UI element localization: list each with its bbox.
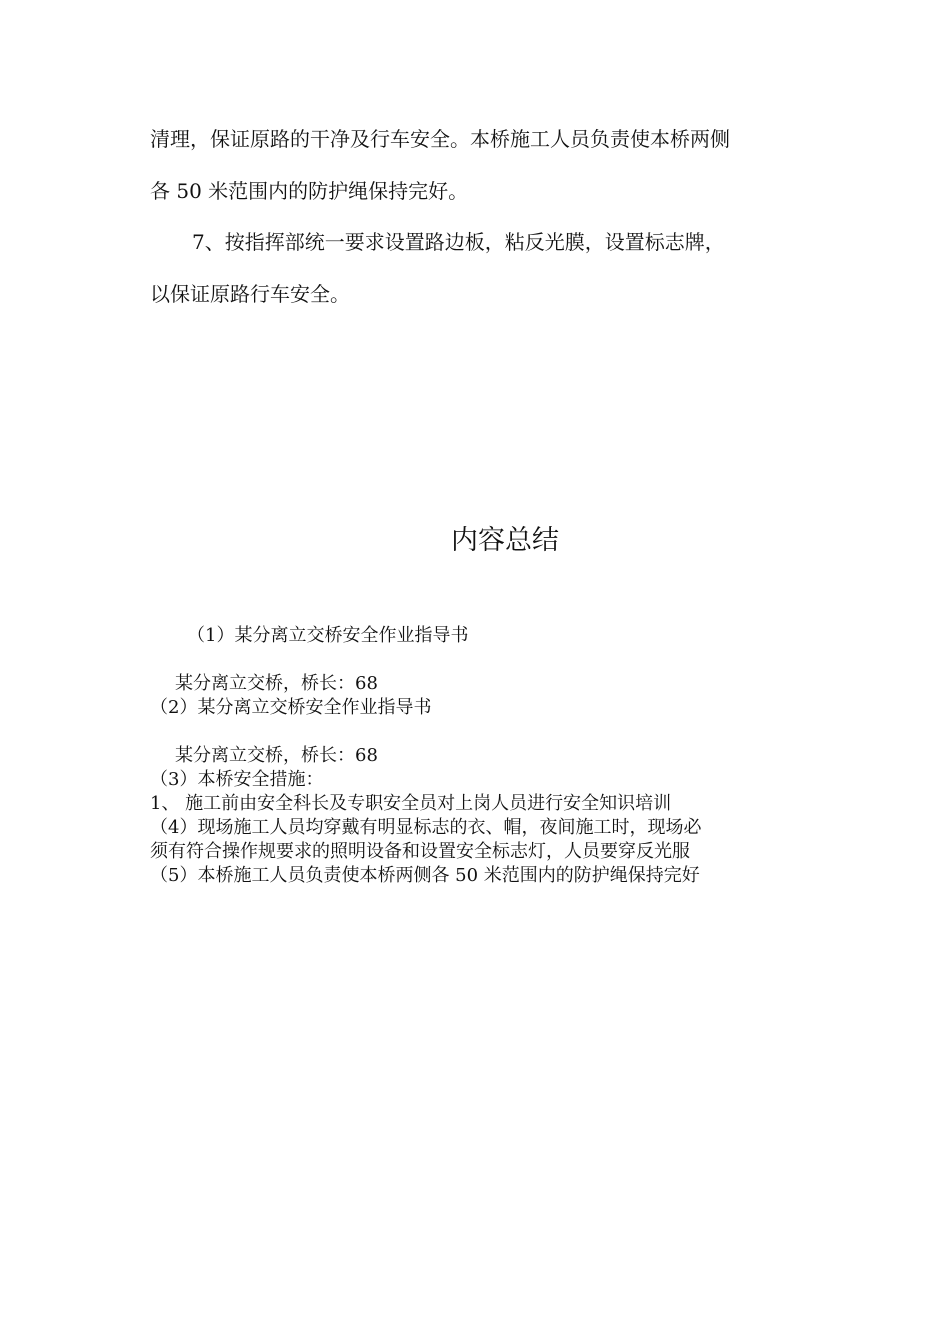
summary-item-3-detail: 1、 施工前由安全科长及专职安全员对上岗人员进行安全知识培训	[150, 793, 672, 814]
summary-item-1: （1）某分离立交桥安全作业指导书	[187, 625, 469, 646]
summary-item-2: （2）某分离立交桥安全作业指导书	[150, 697, 432, 718]
summary-item-1-detail: 某分离立交桥，桥长：68	[175, 673, 378, 694]
paragraph-7-line-2: 以保证原路行车安全。	[150, 282, 350, 306]
summary-item-4-line-1: （4）现场施工人员均穿戴有明显标志的衣、帽，夜间施工时，现场必	[150, 817, 702, 838]
paragraph-6-line-1: 清理，保证原路的干净及行车安全。本桥施工人员负责使本桥两侧	[150, 127, 730, 151]
paragraph-6-line-2: 各 50 米范围内的防护绳保持完好。	[150, 179, 469, 203]
summary-title: 内容总结	[451, 525, 559, 556]
summary-item-4-line-2: 须有符合操作规要求的照明设备和设置安全标志灯，人员要穿反光服	[150, 841, 690, 862]
summary-item-2-detail: 某分离立交桥，桥长：68	[175, 745, 378, 766]
paragraph-7-line-1: 7、按指挥部统一要求设置路边板，粘反光膜，设置标志牌，	[192, 230, 725, 254]
summary-item-3: （3）本桥安全措施：	[150, 769, 324, 790]
summary-item-5: （5）本桥施工人员负责使本桥两侧各 50 米范围内的防护绳保持完好	[150, 865, 700, 886]
